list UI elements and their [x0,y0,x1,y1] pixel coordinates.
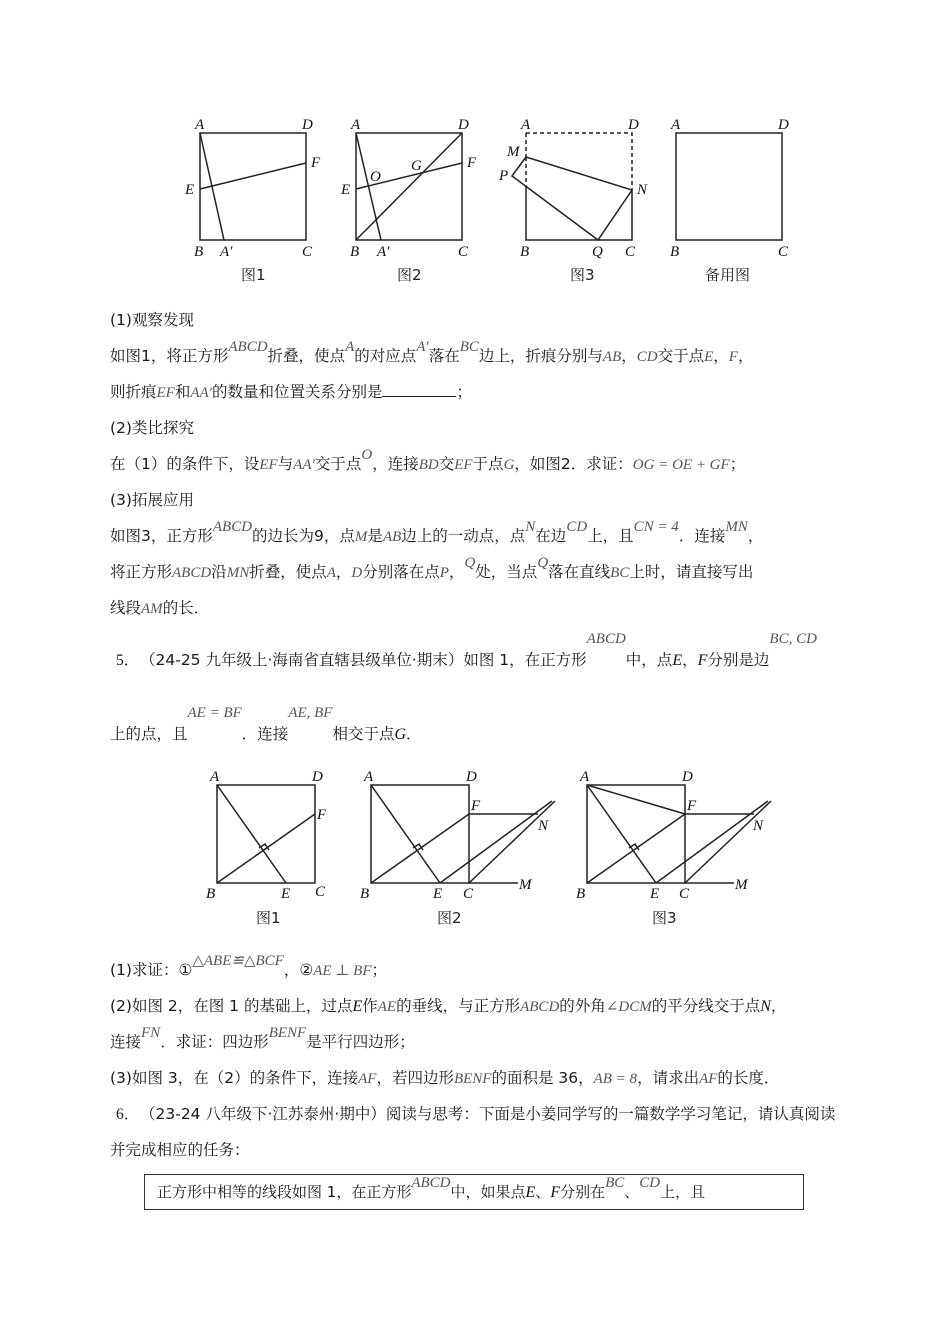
figure-caption: 图2 [437,909,462,927]
svg-text:E: E [185,182,195,198]
svg-text:B: B [670,244,680,260]
svg-text:D: D [458,117,469,133]
svg-text:E: E [281,886,291,902]
svg-text:A: A [364,769,374,785]
svg-text:D: D [466,769,477,785]
p4-part3-line1: 如图3，正方形ABCD的边长为9，点M是AB边上的一动点，点N在边CD上，且CN = 4．连接MN， [110,519,764,545]
p4-part3-line2: 将正方形ABCD沿MN折叠，使点A，D分别落在点P，Q处，当点Q落在直线BC上时，请直接写出 [110,555,754,581]
p5-part3: (3)如图 3，在（2）的条件下，连接AF，若四边形BENF的面积是 36，AB = 8，请求出AF的长度． [110,1069,780,1087]
problem5-figures [0,760,950,940]
svg-text:C: C [778,244,789,260]
p5-part2-line1: (2)如图 2，在图 1 的基础上，过点E作AE的垂线，与正方形ABCD的外角∠DCM的平分线交于点N， [110,997,787,1015]
svg-text:G: G [411,158,422,174]
svg-text:P: P [499,168,509,184]
study-note-box: 正方形中相等的线段如图 1，在正方形ABCD中，如果点E、F分别在BC、CD上，且 [144,1174,804,1210]
svg-text:N: N [637,182,648,198]
svg-text:D: D [312,769,323,785]
svg-text:A′: A′ [220,244,233,260]
figure-caption: 图3 [570,266,595,284]
problem5-figure-svg [0,760,950,940]
svg-text:B: B [520,244,530,260]
svg-text:A: A [671,117,681,133]
svg-text:B: B [194,244,204,260]
svg-text:Q: Q [592,244,603,260]
svg-text:C: C [679,886,690,902]
problem4-figure-svg [0,0,950,300]
svg-text:A: A [210,769,220,785]
problem6-number: 6． [116,1106,140,1123]
p4-part2-line1: 在（1）的条件下，设EF与AA′交于点O，连接BD交EF于点G，如图2．求证：OG = OE + GF； [110,447,746,473]
svg-text:F: F [317,807,327,823]
p6-line2: 并完成相应的任务： [110,1141,250,1159]
figure-caption: 图3 [652,909,677,927]
p4-part3-heading: (3)拓展应用 [110,491,194,509]
svg-text:M: M [735,877,748,893]
p5-line2: 上的点，且AE = BF．连接AE, BF相交于点G． [110,705,422,743]
figure-caption: 图1 [256,909,281,927]
svg-text:C: C [302,244,313,260]
p5-part2-line2: 连接FN．求证：四边形BENF是平行四边形； [110,1025,415,1051]
svg-text:O: O [370,169,381,185]
svg-text:F: F [471,798,481,814]
svg-text:C: C [315,884,326,900]
p4-part3-line3: 线段AM的长． [110,599,210,617]
p4-part2-heading: (2)类比探究 [110,419,194,437]
svg-text:D: D [628,117,639,133]
p4-part1-line1: 如图1，将正方形ABCD折叠，使点A的对应点A′落在BC边上，折痕分别与AB，CD交于点E，F， [110,339,754,365]
svg-text:N: N [538,818,549,834]
p5-line1: （24-25 九年级上·海南省直辖县级单位·期末）如图 1，在正方形ABCD中，点E，F分别是边BC, CD [140,631,817,669]
svg-text:C: C [463,886,474,902]
svg-text:E: E [650,886,660,902]
svg-text:N: N [753,818,764,834]
answer-blank[interactable] [382,382,456,397]
svg-text:E: E [433,886,443,902]
svg-text:C: C [625,244,636,260]
label-A: A [195,117,205,133]
svg-text:M: M [519,877,532,893]
svg-text:F: F [687,798,697,814]
problem5-number: 5． [116,652,140,669]
svg-text:C: C [458,244,469,260]
svg-text:F: F [467,155,477,171]
svg-text:M: M [507,144,520,160]
p4-part1-heading: (1)观察发现 [110,311,194,329]
p6-line1: （23-24 八年级下·江苏泰州·期中）阅读与思考：下面是小姜同学写的一篇数学学习笔记，请认真阅读 [140,1105,836,1123]
p4-part1-line2: 则折痕EF和AA′的数量和位置关系分别是 ； [110,383,472,401]
p5-part1: (1)求证：①△ABE≌△BCF，②AE ⊥ BF； [110,953,388,979]
figure-caption: 备用图 [705,266,751,284]
problem4-figures [0,0,950,300]
svg-text:B: B [206,886,216,902]
svg-text:B: B [350,244,360,260]
svg-text:B: B [360,886,370,902]
svg-text:D: D [682,769,693,785]
figure-caption: 图2 [397,266,422,284]
figure-caption: 图1 [241,266,266,284]
svg-text:B: B [576,886,586,902]
svg-text:A: A [351,117,361,133]
svg-text:A′: A′ [377,244,390,260]
svg-text:A: A [580,769,590,785]
svg-text:D: D [778,117,789,133]
svg-text:A: A [521,117,531,133]
svg-text:E: E [341,182,351,198]
svg-text:F: F [311,155,321,171]
svg-text:D: D [302,117,313,133]
